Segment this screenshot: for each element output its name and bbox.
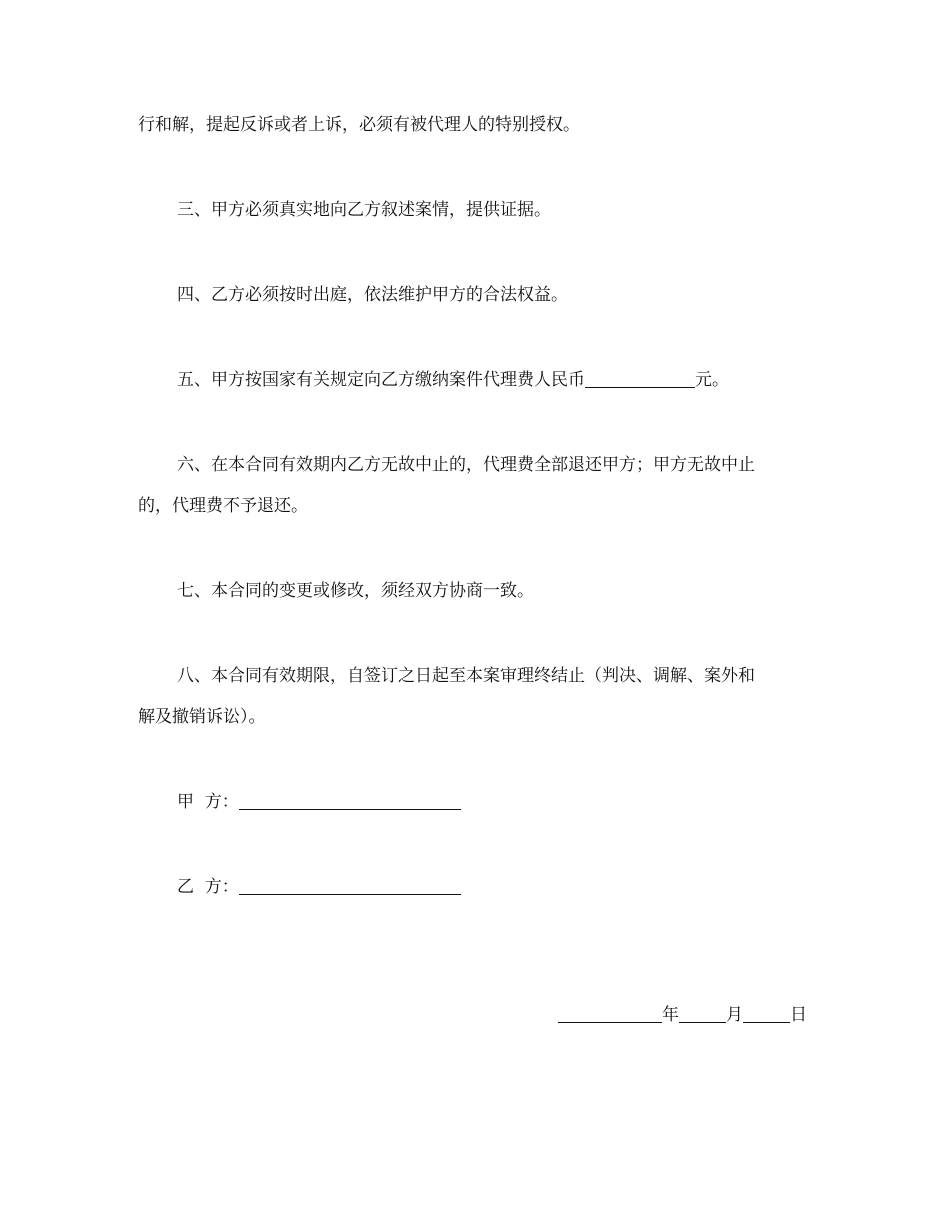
clause-4: 四、乙方必须按时出庭，依法维护甲方的合法权益。 bbox=[177, 285, 568, 305]
party-a-signature bbox=[177, 790, 461, 814]
party-a-label: 甲 方： bbox=[177, 792, 239, 812]
month-label: 月 bbox=[726, 1005, 743, 1025]
party-b-signature bbox=[177, 875, 461, 899]
clause-8-line-1: 八、本合同有效期限，自签订之日起至本案审理终结止（判决、调解、案外和 bbox=[177, 666, 755, 686]
continuation-line: 行和解，提起反诉或者上诉，必须有被代理人的特别授权。 bbox=[138, 115, 580, 135]
clause-5-text: 五、甲方按国家有关规定向乙方缴纳案件代理费人民币 bbox=[177, 370, 585, 390]
day-label: 日 bbox=[790, 1005, 807, 1025]
party-a-blank bbox=[239, 791, 461, 810]
clause-8-line-2: 解及撤销诉讼）。 bbox=[138, 707, 266, 727]
day-blank bbox=[743, 1004, 790, 1023]
clause-6-line-2: 的，代理费不予退还。 bbox=[138, 496, 308, 516]
party-b-blank bbox=[239, 876, 461, 895]
clause-3: 三、甲方必须真实地向乙方叙述案情，提供证据。 bbox=[177, 200, 551, 220]
year-blank bbox=[558, 1004, 662, 1023]
clause-5 bbox=[177, 368, 813, 392]
clause-6-line-1: 六、在本合同有效期内乙方无故中止的，代理费全部退还甲方；甲方无故中止 bbox=[177, 455, 755, 475]
year-label: 年 bbox=[662, 1005, 679, 1025]
month-blank bbox=[679, 1004, 726, 1023]
clause-5-unit: 元。 bbox=[695, 370, 729, 390]
signing-date bbox=[558, 1003, 813, 1027]
party-b-label: 乙 方： bbox=[177, 877, 239, 897]
clause-7: 七、本合同的变更或修改，须经双方协商一致。 bbox=[177, 581, 534, 601]
fee-amount-blank bbox=[585, 369, 695, 388]
